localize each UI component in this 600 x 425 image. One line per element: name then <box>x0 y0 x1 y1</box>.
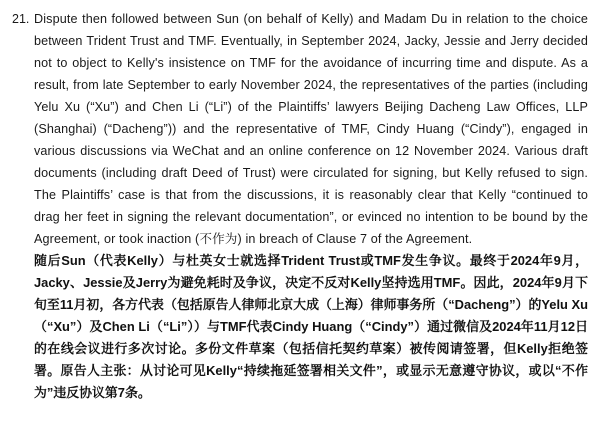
paragraph-number: 21. <box>12 12 30 26</box>
paragraph-body <box>34 8 588 404</box>
english-paragraph-text: Dispute then followed between Sun (on behalf of Kelly) and Madam Du in relation to the choice between Trident Trust and TMF. Eventually, in September 2024, Jacky, Jessie and Jerry decided not to object to Kelly's insistence on TMF for the avoidance of incurring time and dispute. As a result, from late September to early November 2024, the representatives of the parties (including Yelu Xu (“Xu”) and Chen Li (“Li”) of the Plaintiffs’ lawyers Beijing Dacheng Law Offices, LLP (Shanghai) (“Dacheng”)) and the representative of TMF, Cindy Huang (“Cindy”), engaged in various discussions via WeChat and an online conference on 12 November 2024. Various draft documents (including draft Deed of Trust) were circulated for signing, but Kelly refused to sign. The Plaintiffs’ case is that from the discussions, it is reasonably clear that Kelly “continued to drag her feet in signing the relevant documentation”, or evinced no intention to be bound by the Agreement, or took inaction (不作为) in breach of Clause 7 of the Agreement. <box>34 12 588 246</box>
chinese-paragraph-text: 随后Sun（代表Kelly）与杜英女士就选择Trident Trust或TMF发生争议。最终于2024年9月，Jacky、Jessie及Jerry为避免耗时及争议，决定不反对Kelly坚持选用TMF。因此，2024年9月下旬至11月初，各方代表（包括原告人律师北京大成（上海）律师事务所（“Dacheng”）的Yelu Xu（“Xu”）及Chen Li（“Li”））与TMF代表Cindy Huang（“Cindy”）通过微信及2024年11月12日的在线会议进行多次讨论。多份文件草案（包括信托契约草案）被传阅请签署，但Kelly拒绝签署。原告人主张：从讨论可见Kelly“持续拖延签署相关文件”，或显示无意遵守协议，或以“不作为”违反协议第7条。 <box>34 253 588 400</box>
paragraph-21 <box>12 8 588 404</box>
